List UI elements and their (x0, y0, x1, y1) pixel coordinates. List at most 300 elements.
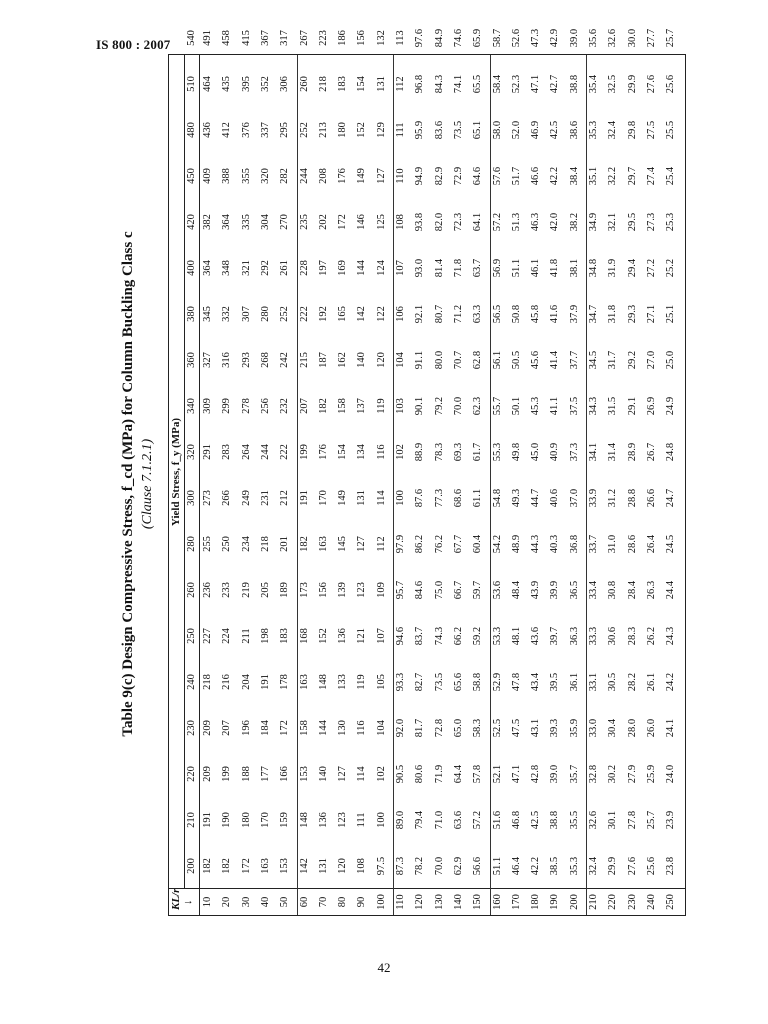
stress-cell: 57.6 (491, 166, 503, 186)
stress-cell: 41.4 (549, 350, 561, 370)
stress-cell: 46.1 (530, 258, 542, 278)
stress-cell: 102 (395, 444, 406, 460)
stress-cell: 146 (356, 214, 368, 230)
stress-cell: 124 (375, 260, 387, 276)
stress-cell: 36.3 (568, 626, 580, 646)
stress-cell: 28.6 (626, 534, 638, 554)
stress-cell: 236 (202, 582, 213, 598)
stress-cell: 42.2 (549, 166, 561, 186)
stress-cell: 244 (259, 444, 271, 460)
kl-r-value: 250 (665, 894, 677, 910)
stress-cell: 34.5 (588, 350, 599, 370)
stress-cell: 25.5 (665, 120, 677, 140)
kl-r-value: 10 (202, 896, 213, 908)
stress-cell: 180 (337, 122, 349, 138)
stress-cell: 335 (240, 214, 252, 230)
stress-cell: 81.7 (414, 718, 426, 738)
stress-cell: 244 (298, 168, 310, 184)
stress-cell: 52.0 (510, 120, 522, 140)
stress-cell: 51.6 (491, 810, 503, 830)
stress-cell: 27.1 (645, 304, 657, 324)
stress-cell: 97.5 (375, 856, 387, 876)
stress-cell: 55.7 (491, 396, 503, 416)
stress-cell: 31.9 (607, 258, 619, 278)
stress-cell: 114 (356, 766, 368, 782)
stress-cell: 188 (240, 766, 252, 782)
stress-cell: 320 (259, 168, 271, 184)
stress-cell: 199 (221, 766, 233, 782)
stress-cell: 49.8 (510, 442, 522, 462)
stress-cell: 84.9 (433, 28, 445, 48)
stress-cell: 415 (240, 30, 252, 46)
stress-cell: 182 (202, 858, 213, 874)
stress-cell: 43.6 (530, 626, 542, 646)
stress-cell: 61.1 (472, 488, 484, 508)
kl-r-value: 20 (221, 896, 233, 908)
stress-cell: 48.4 (510, 580, 522, 600)
stress-cell: 111 (395, 122, 406, 138)
stress-cell: 235 (298, 214, 310, 230)
kl-r-value: 40 (259, 896, 271, 908)
stress-cell: 168 (298, 628, 310, 644)
stress-cell: 74.3 (433, 626, 445, 646)
stress-cell: 71.8 (452, 258, 464, 278)
stress-cell: 173 (298, 582, 310, 598)
stress-cell: 46.8 (510, 810, 522, 830)
stress-cell: 163 (317, 536, 329, 552)
stress-cell: 82.9 (433, 166, 445, 186)
stress-cell: 209 (202, 766, 213, 782)
stress-cell: 224 (221, 628, 233, 644)
yield-stress-column-header: 380 (186, 306, 197, 322)
stress-cell: 26.3 (645, 580, 657, 600)
stress-cell: 24.8 (665, 442, 677, 462)
stress-cell: 114 (375, 490, 387, 506)
stress-cell: 35.4 (588, 74, 599, 94)
stress-cell: 30.6 (607, 626, 619, 646)
stress-cell: 216 (221, 674, 233, 690)
stress-cell: 186 (337, 30, 349, 46)
stress-cell: 24.7 (665, 488, 677, 508)
stress-cell: 327 (202, 352, 213, 368)
stress-cell: 132 (375, 30, 387, 46)
stress-cell: 78.3 (433, 442, 445, 462)
stress-cell: 38.8 (568, 74, 580, 94)
stress-cell: 27.4 (645, 166, 657, 186)
stress-cell: 26.9 (645, 396, 657, 416)
stress-cell: 27.3 (645, 212, 657, 232)
yield-stress-column-header: 540 (186, 30, 197, 46)
stress-cell: 50.1 (510, 396, 522, 416)
stress-cell: 172 (279, 720, 291, 736)
stress-cell: 33.0 (588, 718, 599, 738)
stress-cell: 113 (395, 30, 406, 46)
stress-cell: 183 (279, 628, 291, 644)
row-group-divider (393, 55, 394, 915)
stress-cell: 27.8 (626, 810, 638, 830)
stress-cell: 29.5 (626, 212, 638, 232)
stress-cell: 71.0 (433, 810, 445, 830)
stress-cell: 34.3 (588, 396, 599, 416)
stress-cell: 295 (279, 122, 291, 138)
stress-cell: 348 (221, 260, 233, 276)
stress-cell: 158 (337, 398, 349, 414)
stress-cell: 39.9 (549, 580, 561, 600)
stress-cell: 42.9 (549, 28, 561, 48)
stress-cell: 106 (395, 306, 406, 322)
stress-cell: 87.3 (395, 856, 406, 876)
stress-cell: 191 (259, 674, 271, 690)
stress-cell: 80.6 (414, 764, 426, 784)
stress-cell: 74.1 (452, 74, 464, 94)
stress-cell: 198 (259, 628, 271, 644)
stress-cell: 37.3 (568, 442, 580, 462)
stress-cell: 108 (395, 214, 406, 230)
stress-cell: 215 (298, 352, 310, 368)
stress-cell: 355 (240, 168, 252, 184)
stress-cell: 172 (240, 858, 252, 874)
group-header-rule (184, 55, 185, 889)
kl-r-value: 30 (240, 896, 252, 908)
stress-cell: 218 (259, 536, 271, 552)
stress-cell: 109 (375, 582, 387, 598)
stress-cell: 142 (298, 858, 310, 874)
stress-cell: 33.9 (588, 488, 599, 508)
stress-cell: 47.5 (510, 718, 522, 738)
stress-cell: 127 (356, 536, 368, 552)
stress-cell: 75.0 (433, 580, 445, 600)
stress-cell: 170 (317, 490, 329, 506)
stress-cell: 26.7 (645, 442, 657, 462)
kl-r-value: 90 (356, 896, 368, 908)
stress-cell: 39.0 (568, 28, 580, 48)
stress-cell: 66.7 (452, 580, 464, 600)
kl-r-value: 130 (433, 894, 445, 910)
yield-stress-column-header: 300 (186, 490, 197, 506)
stress-cell: 74.6 (452, 28, 464, 48)
stress-cell: 149 (337, 490, 349, 506)
stress-cell: 50.8 (510, 304, 522, 324)
stress-cell: 119 (375, 398, 387, 414)
stress-cell: 144 (356, 260, 368, 276)
kl-r-value: 210 (588, 894, 599, 910)
stress-cell: 52.5 (491, 718, 503, 738)
stress-cell: 228 (298, 260, 310, 276)
stress-cell: 35.9 (568, 718, 580, 738)
yield-stress-column-header: 480 (186, 122, 197, 138)
stress-cell: 156 (356, 30, 368, 46)
stress-cell: 144 (317, 720, 329, 736)
stress-cell: 65.0 (452, 718, 464, 738)
stress-cell: 38.5 (549, 856, 561, 876)
stress-cell: 45.3 (530, 396, 542, 416)
yield-stress-column-header: 230 (186, 720, 197, 736)
stress-cell: 31.5 (607, 396, 619, 416)
stress-cell: 52.3 (510, 74, 522, 94)
stress-cell: 172 (337, 214, 349, 230)
stress-cell: 38.4 (568, 166, 580, 186)
stress-cell: 40.6 (549, 488, 561, 508)
stress-cell: 35.3 (588, 120, 599, 140)
stress-cell: 142 (356, 306, 368, 322)
stress-cell: 30.0 (626, 28, 638, 48)
stress-cell: 104 (375, 720, 387, 736)
stress-cell: 153 (298, 766, 310, 782)
stress-cell: 158 (298, 720, 310, 736)
stress-cell: 148 (298, 812, 310, 828)
stress-cell: 33.7 (588, 534, 599, 554)
stress-cell: 57.2 (491, 212, 503, 232)
standard-code-header: IS 800 : 2007 (96, 37, 171, 52)
stress-cell: 382 (202, 214, 213, 230)
stress-cell: 53.6 (491, 580, 503, 600)
stress-cell: 116 (375, 444, 387, 460)
stress-cell: 26.4 (645, 534, 657, 554)
stress-cell: 152 (356, 122, 368, 138)
kl-r-value: 220 (607, 894, 619, 910)
stress-cell: 94.9 (414, 166, 426, 186)
stress-cell: 25.4 (665, 166, 677, 186)
stress-cell: 31.2 (607, 488, 619, 508)
stress-cell: 252 (279, 306, 291, 322)
stress-cell: 27.9 (626, 764, 638, 784)
stress-cell: 25.1 (665, 304, 677, 324)
stress-cell: 170 (259, 812, 271, 828)
stress-cell: 38.6 (568, 120, 580, 140)
stress-cell: 35.7 (568, 764, 580, 784)
stress-cell: 28.8 (626, 488, 638, 508)
yield-stress-column-header: 420 (186, 214, 197, 230)
stress-cell: 40.9 (549, 442, 561, 462)
row-group-divider (586, 55, 587, 915)
stress-cell: 180 (240, 812, 252, 828)
stress-cell: 309 (202, 398, 213, 414)
stress-cell: 71.9 (433, 764, 445, 784)
stress-cell: 55.3 (491, 442, 503, 462)
stress-cell: 73.5 (452, 120, 464, 140)
stress-cell: 25.3 (665, 212, 677, 232)
stress-cell: 213 (317, 122, 329, 138)
stress-cell: 25.6 (645, 856, 657, 876)
stress-cell: 464 (202, 76, 213, 92)
stress-cell: 299 (221, 398, 233, 414)
stress-cell: 491 (202, 30, 213, 46)
stress-cell: 43.1 (530, 718, 542, 738)
stress-cell: 104 (395, 352, 406, 368)
stress-cell: 96.8 (414, 74, 426, 94)
stress-cell: 59.2 (472, 626, 484, 646)
stress-cell: 69.3 (452, 442, 464, 462)
stress-cell: 435 (221, 76, 233, 92)
stress-cell: 249 (240, 490, 252, 506)
stress-cell: 39.3 (549, 718, 561, 738)
stress-cell: 31.7 (607, 350, 619, 370)
stress-cell: 107 (395, 260, 406, 276)
stress-cell: 134 (356, 444, 368, 460)
stress-cell: 84.6 (414, 580, 426, 600)
kl-r-value: 60 (298, 896, 310, 908)
stress-cell: 65.1 (472, 120, 484, 140)
kl-r-value: 170 (510, 894, 522, 910)
stress-cell: 58.8 (472, 672, 484, 692)
stress-cell: 32.5 (607, 74, 619, 94)
stress-cell: 27.0 (645, 350, 657, 370)
stress-cell: 102 (375, 766, 387, 782)
stress-cell: 58.4 (491, 74, 503, 94)
stress-cell: 60.4 (472, 534, 484, 554)
stress-cell: 24.2 (665, 672, 677, 692)
stress-cell: 364 (221, 214, 233, 230)
stress-cell: 47.1 (510, 764, 522, 784)
stress-cell: 30.4 (607, 718, 619, 738)
stress-cell: 46.4 (510, 856, 522, 876)
stress-cell: 78.2 (414, 856, 426, 876)
stress-cell: 156 (317, 582, 329, 598)
row-group-divider (297, 55, 298, 915)
stress-cell: 70.7 (452, 350, 464, 370)
kl-r-value: 230 (626, 894, 638, 910)
stress-cell: 38.1 (568, 258, 580, 278)
stress-cell: 197 (317, 260, 329, 276)
stress-cell: 34.7 (588, 304, 599, 324)
stress-cell: 28.2 (626, 672, 638, 692)
stress-cell: 32.6 (588, 810, 599, 830)
stress-cell: 65.6 (452, 672, 464, 692)
stress-cell: 54.2 (491, 534, 503, 554)
stress-cell: 31.0 (607, 534, 619, 554)
stress-cell: 42.5 (530, 810, 542, 830)
kl-r-value: 200 (568, 894, 580, 910)
stress-cell: 32.8 (588, 764, 599, 784)
yield-stress-column-header: 220 (186, 766, 197, 782)
stress-table (168, 28, 686, 916)
stress-cell: 24.9 (665, 396, 677, 416)
stress-cell: 222 (298, 306, 310, 322)
stress-cell: 45.0 (530, 442, 542, 462)
stress-cell: 250 (221, 536, 233, 552)
stress-cell: 278 (240, 398, 252, 414)
yield-stress-column-header: 250 (186, 628, 197, 644)
stress-cell: 86.2 (414, 534, 426, 554)
stress-cell: 25.2 (665, 258, 677, 278)
stress-cell: 182 (298, 536, 310, 552)
stress-cell: 129 (375, 122, 387, 138)
stress-cell: 148 (317, 674, 329, 690)
stress-cell: 83.7 (414, 626, 426, 646)
stress-cell: 42.7 (549, 74, 561, 94)
stress-cell: 29.9 (626, 74, 638, 94)
stress-cell: 209 (202, 720, 213, 736)
stress-cell: 34.1 (588, 442, 599, 462)
stress-cell: 154 (356, 76, 368, 92)
stress-cell: 163 (259, 858, 271, 874)
stress-cell: 137 (356, 398, 368, 414)
stress-cell: 89.0 (395, 810, 406, 830)
stress-cell: 51.3 (510, 212, 522, 232)
stress-cell: 56.1 (491, 350, 503, 370)
stress-cell: 119 (356, 674, 368, 690)
stress-cell: 293 (240, 352, 252, 368)
yield-stress-column-header: 450 (186, 168, 197, 184)
stress-cell: 120 (337, 858, 349, 874)
stress-cell: 270 (279, 214, 291, 230)
stress-cell: 291 (202, 444, 213, 460)
stress-cell: 93.8 (414, 212, 426, 232)
stress-cell: 62.8 (472, 350, 484, 370)
kl-r-value: 150 (472, 894, 484, 910)
stress-cell: 91.1 (414, 350, 426, 370)
stress-cell: 23.8 (665, 856, 677, 876)
stress-cell: 192 (317, 306, 329, 322)
stress-cell: 72.9 (452, 166, 464, 186)
stress-cell: 41.8 (549, 258, 561, 278)
yield-stress-column-header: 400 (186, 260, 197, 276)
stress-cell: 44.3 (530, 534, 542, 554)
stress-cell: 52.6 (510, 28, 522, 48)
stress-cell: 24.3 (665, 626, 677, 646)
stress-cell: 32.6 (607, 28, 619, 48)
stress-cell: 36.5 (568, 580, 580, 600)
stress-cell: 30.1 (607, 810, 619, 830)
stress-cell: 29.4 (626, 258, 638, 278)
stress-cell: 77.3 (433, 488, 445, 508)
stress-cell: 35.5 (568, 810, 580, 830)
stress-cell: 87.6 (414, 488, 426, 508)
stress-cell: 95.7 (395, 580, 406, 600)
stress-cell: 88.9 (414, 442, 426, 462)
stress-cell: 37.9 (568, 304, 580, 324)
stress-cell: 332 (221, 306, 233, 322)
stress-cell: 264 (240, 444, 252, 460)
page-number: 42 (377, 960, 391, 975)
stress-cell: 65.9 (472, 28, 484, 48)
stress-cell: 282 (279, 168, 291, 184)
stress-cell: 42.2 (530, 856, 542, 876)
stress-cell: 28.9 (626, 442, 638, 462)
stress-cell: 33.3 (588, 626, 599, 646)
stress-cell: 395 (240, 76, 252, 92)
stress-cell: 51.7 (510, 166, 522, 186)
stress-cell: 131 (375, 76, 387, 92)
stress-cell: 130 (337, 720, 349, 736)
yield-stress-column-header: 340 (186, 398, 197, 414)
stress-cell: 376 (240, 122, 252, 138)
stress-cell: 23.9 (665, 810, 677, 830)
stress-cell: 25.0 (665, 350, 677, 370)
stress-cell: 268 (259, 352, 271, 368)
stress-cell: 38.2 (568, 212, 580, 232)
stress-cell: 201 (279, 536, 291, 552)
stress-cell: 68.6 (452, 488, 464, 508)
kl-r-value: 100 (375, 894, 387, 910)
stress-cell: 34.8 (588, 258, 599, 278)
kl-r-value: 240 (645, 894, 657, 910)
stress-cell: 84.3 (433, 74, 445, 94)
stress-cell: 207 (298, 398, 310, 414)
kl-r-value: 120 (414, 894, 426, 910)
stress-cell: 242 (279, 352, 291, 368)
stress-cell: 191 (202, 812, 213, 828)
stress-cell: 153 (279, 858, 291, 874)
stress-cell: 26.1 (645, 672, 657, 692)
stress-cell: 64.4 (452, 764, 464, 784)
stress-cell: 90.1 (414, 396, 426, 416)
kl-r-header: KL/r (170, 888, 182, 910)
stress-cell: 25.6 (665, 74, 677, 94)
stress-cell: 58.7 (491, 28, 503, 48)
yield-stress-column-header: 260 (186, 582, 197, 598)
stress-cell: 80.7 (433, 304, 445, 324)
